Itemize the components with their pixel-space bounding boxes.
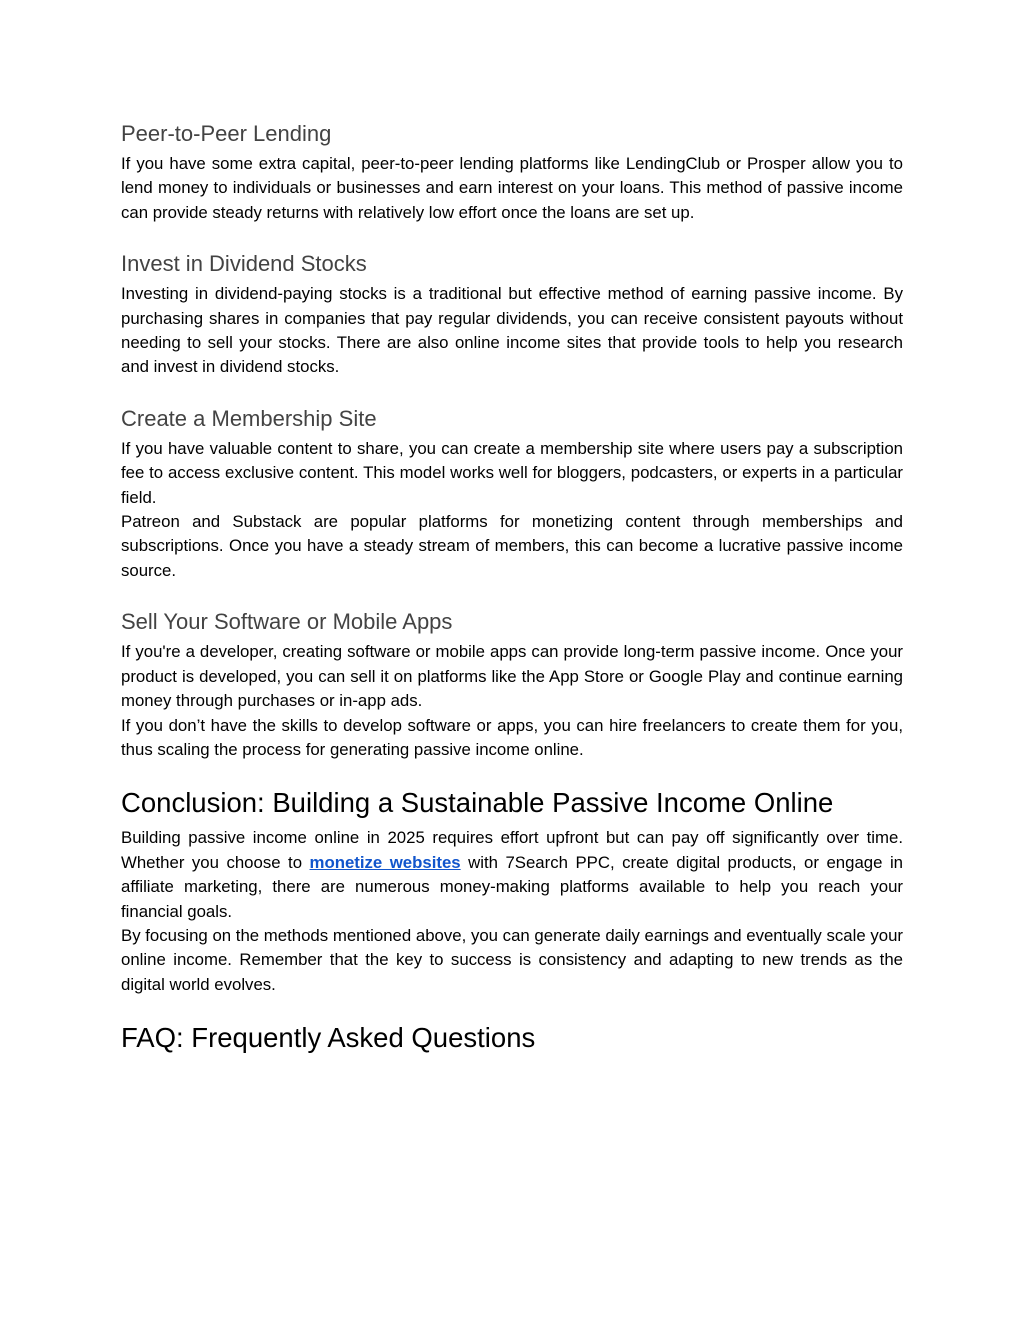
conclusion-paragraph-2: By focusing on the methods mentioned above, you can generate daily earnings and eventually scale your online income. Remember that the key to success is consistency and adapting to new trends as the digital world evolves. [121,925,903,994]
section-paragraph: Patreon and Substack are popular platforms for monetizing content through memberships and subscriptions. Once you have a steady stream of members, this can become a lucrative passive income source. [121,512,903,580]
conclusion-text: with 7Search PPC, create digital products, or engage in affiliate marketing, there are numerous money-making platforms available to help you reach your financial goals. [121,852,904,921]
section-dividend-stocks [121,249,903,380]
section-faq [121,1021,903,1055]
monetize-websites-link[interactable]: monetize websites [309,852,461,872]
section-heading: Sell Your Software or Mobile Apps [121,609,453,635]
section-paragraph: Investing in dividend-paying stocks is a traditional but effective method of earning passive income. By purchasing shares in companies that pay regular dividends, you can receive consistent payouts without needing to sell your stocks. There are also online income sites that provide tools to help you research and invest in dividend stocks. [121,284,903,377]
section-paragraph: If you have some extra capital, peer-to-peer lending platforms like LendingClub or Prosper allow you to lend money to individuals or businesses and earn interest on your loans. This method of passive income can provide steady returns with relatively low effort once the loans are set up. [121,154,903,222]
document-page [121,119,903,1061]
section-membership-site [121,404,903,583]
conclusion-text: Building passive income online in 2025 requires effort upfront but can pay off significantly over time. Whether you choose to [121,828,903,872]
section-heading: Create a Membership Site [121,405,377,431]
faq-heading: FAQ: Frequently Asked Questions [121,1022,536,1054]
section-paragraph: If you don’t have the skills to develop software or apps, you can hire freelancers to create them for you, thus scaling the process for generating passive income online. [121,715,903,759]
section-software-apps [121,607,903,762]
section-paragraph: If you're a developer, creating software or mobile apps can provide long-term passive income. Once your product is developed, you can sell it on platforms like the App Store or Google Play and continue earning money through purchases or in-app ads. [121,642,903,711]
section-paragraph: If you have valuable content to share, you can create a membership site where users pay a subscription fee to access exclusive content. This model works well for bloggers, podcasters, or experts in a particular field. [121,438,903,507]
section-heading: Peer-to-Peer Lending [121,121,332,146]
section-heading: Invest in Dividend Stocks [121,251,367,277]
section-peer-to-peer-lending [121,119,903,225]
conclusion-heading: Conclusion: Building a Sustainable Passive Income Online [121,787,834,819]
conclusion-paragraph-1 [121,826,903,924]
section-conclusion [121,786,903,997]
